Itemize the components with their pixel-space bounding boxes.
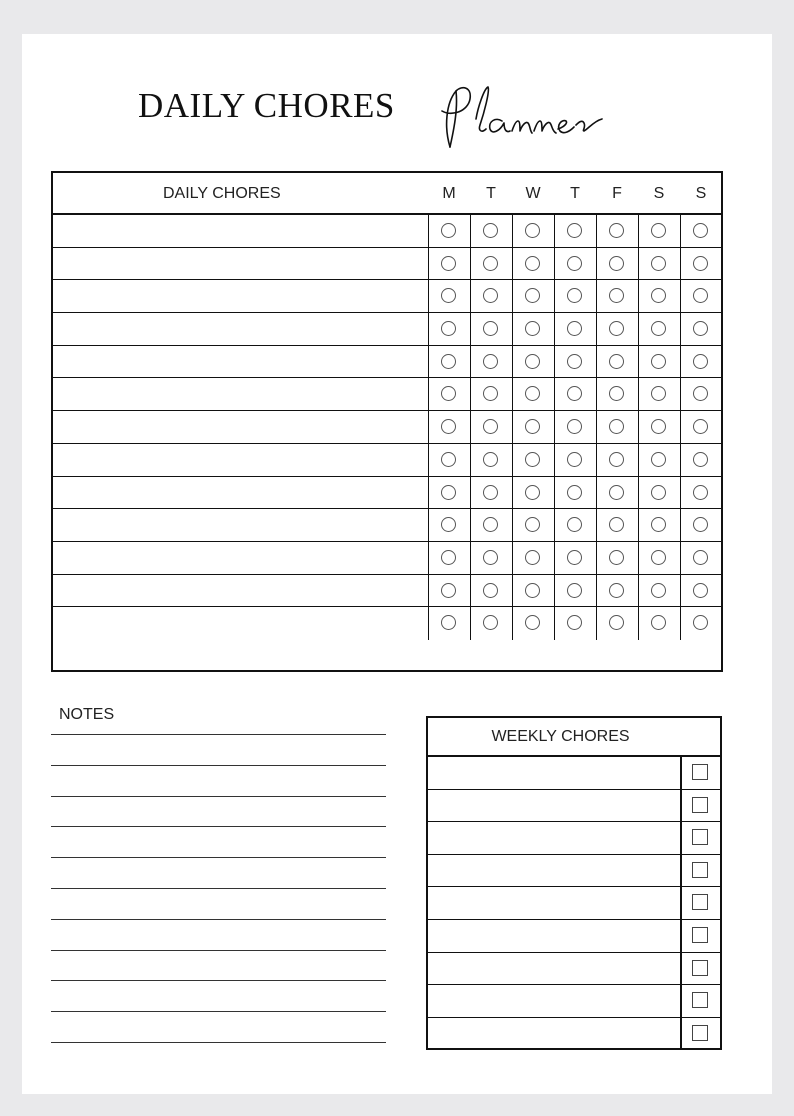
day-cell-sat [638, 575, 680, 607]
day-cell-thu [554, 444, 596, 476]
day-cell-sun [680, 313, 722, 345]
day-cell-tue [470, 444, 512, 476]
notes-line[interactable] [51, 919, 386, 920]
day-cell-sat [638, 509, 680, 541]
day-check-circle[interactable] [483, 321, 498, 336]
day-cell-thu [554, 378, 596, 410]
day-check-circle[interactable] [693, 288, 708, 303]
weekly-chores-table [426, 716, 722, 1050]
day-check-circle[interactable] [693, 517, 708, 532]
day-cell-sat [638, 313, 680, 345]
day-check-circle[interactable] [693, 615, 708, 630]
day-cell-sun [680, 248, 722, 280]
weekly-chore-entry[interactable] [428, 1018, 680, 1051]
daily-chore-entry[interactable] [53, 215, 428, 247]
weekly-chore-entry[interactable] [428, 953, 680, 985]
day-cell-wed [512, 444, 554, 476]
daily-chore-entry[interactable] [53, 542, 428, 574]
day-check-circle[interactable] [525, 288, 540, 303]
planner-script-lettering [426, 79, 616, 159]
daily-chores-rows [53, 215, 721, 640]
day-cell-mon [428, 280, 470, 312]
day-cell-tue [470, 542, 512, 574]
day-check-circle[interactable] [525, 256, 540, 271]
day-cell-thu [554, 411, 596, 443]
notes-title: NOTES [59, 706, 115, 723]
daily-chore-row [53, 411, 721, 444]
day-check-circle[interactable] [525, 386, 540, 401]
day-check-circle[interactable] [441, 288, 456, 303]
day-cell-wed [512, 313, 554, 345]
day-cell-mon [428, 509, 470, 541]
day-check-circle[interactable] [441, 256, 456, 271]
day-header-wed: W [525, 185, 541, 202]
day-cell-fri [596, 215, 638, 247]
day-check-circle[interactable] [567, 583, 582, 598]
weekly-check-cell [680, 855, 720, 887]
day-check-circle[interactable] [651, 256, 666, 271]
day-check-circle[interactable] [567, 615, 582, 630]
day-check-circle[interactable] [483, 615, 498, 630]
daily-chore-entry[interactable] [53, 477, 428, 509]
day-check-circle[interactable] [567, 321, 582, 336]
day-cell-fri [596, 411, 638, 443]
day-cell-wed [512, 215, 554, 247]
weekly-chore-row [428, 790, 720, 823]
weekly-checkbox[interactable] [692, 927, 708, 943]
title-main-text: DAILY CHORES [138, 86, 395, 125]
day-check-circle[interactable] [693, 583, 708, 598]
day-cell-sun [680, 575, 722, 607]
day-check-circle[interactable] [525, 321, 540, 336]
daily-chore-entry[interactable] [53, 575, 428, 607]
daily-chore-entry[interactable] [53, 444, 428, 476]
day-cell-wed [512, 411, 554, 443]
day-check-circle[interactable] [609, 223, 624, 238]
daily-chores-header-label: DAILY CHORES [163, 185, 281, 202]
daily-chore-row [53, 248, 721, 281]
weekly-chore-entry[interactable] [428, 920, 680, 952]
day-check-circle[interactable] [525, 223, 540, 238]
day-check-circle[interactable] [651, 321, 666, 336]
day-check-circle[interactable] [483, 517, 498, 532]
day-check-circle[interactable] [651, 452, 666, 467]
day-check-circle[interactable] [441, 386, 456, 401]
day-cell-tue [470, 346, 512, 378]
day-cell-mon [428, 346, 470, 378]
weekly-check-cell [680, 1018, 720, 1051]
notes-line[interactable] [51, 950, 386, 951]
day-check-circle[interactable] [483, 452, 498, 467]
weekly-chore-entry[interactable] [428, 790, 680, 822]
day-check-circle[interactable] [483, 485, 498, 500]
day-cell-sun [680, 509, 722, 541]
day-check-circle[interactable] [483, 256, 498, 271]
day-cell-sat [638, 444, 680, 476]
day-cell-fri [596, 477, 638, 509]
day-cell-tue [470, 477, 512, 509]
day-check-circle[interactable] [651, 550, 666, 565]
day-check-circle[interactable] [609, 485, 624, 500]
day-header-thu: T [570, 185, 580, 202]
daily-chore-entry[interactable] [53, 280, 428, 312]
day-cell-tue [470, 248, 512, 280]
weekly-chore-entry[interactable] [428, 887, 680, 919]
daily-chore-row [53, 607, 721, 640]
day-check-circle[interactable] [525, 615, 540, 630]
day-check-circle[interactable] [567, 256, 582, 271]
day-cell-mon [428, 607, 470, 640]
day-cell-sat [638, 411, 680, 443]
day-cell-wed [512, 280, 554, 312]
notes-line[interactable] [51, 734, 386, 735]
day-check-circle[interactable] [525, 452, 540, 467]
day-cell-sat [638, 346, 680, 378]
day-check-circle[interactable] [693, 419, 708, 434]
day-cell-thu [554, 607, 596, 640]
day-check-circle[interactable] [567, 354, 582, 369]
weekly-chore-row [428, 887, 720, 920]
day-check-circle[interactable] [693, 452, 708, 467]
daily-chore-entry[interactable] [53, 248, 428, 280]
day-cell-sun [680, 378, 722, 410]
day-check-circle[interactable] [525, 517, 540, 532]
day-cell-sun [680, 215, 722, 247]
weekly-chore-row [428, 1018, 720, 1051]
day-check-circle[interactable] [693, 321, 708, 336]
weekly-checkbox[interactable] [692, 992, 708, 1008]
day-cell-fri [596, 313, 638, 345]
day-check-circle[interactable] [609, 354, 624, 369]
day-check-circle[interactable] [567, 485, 582, 500]
weekly-chores-header [428, 718, 720, 757]
weekly-chore-entry[interactable] [428, 757, 680, 789]
weekly-chore-entry[interactable] [428, 855, 680, 887]
day-cell-fri [596, 542, 638, 574]
day-check-circle[interactable] [693, 485, 708, 500]
daily-chores-header [53, 173, 721, 215]
day-check-circle[interactable] [651, 223, 666, 238]
day-cell-mon [428, 575, 470, 607]
day-cell-sun [680, 444, 722, 476]
day-check-circle[interactable] [483, 288, 498, 303]
day-header-sun: S [695, 185, 707, 202]
day-cell-tue [470, 215, 512, 247]
notes-line[interactable] [51, 857, 386, 858]
day-cell-tue [470, 575, 512, 607]
daily-chore-entry[interactable] [53, 411, 428, 443]
day-check-circle[interactable] [441, 223, 456, 238]
day-cell-sat [638, 280, 680, 312]
weekly-checkbox[interactable] [692, 1025, 708, 1041]
day-check-circle[interactable] [441, 354, 456, 369]
day-cell-thu [554, 313, 596, 345]
weekly-check-cell [680, 822, 720, 854]
day-check-circle[interactable] [609, 288, 624, 303]
day-check-circle[interactable] [609, 256, 624, 271]
weekly-checkbox[interactable] [692, 862, 708, 878]
daily-chore-entry[interactable] [53, 509, 428, 541]
day-cell-mon [428, 313, 470, 345]
day-check-circle[interactable] [651, 517, 666, 532]
day-cell-thu [554, 509, 596, 541]
day-check-circle[interactable] [441, 550, 456, 565]
notes-section [51, 704, 386, 1054]
day-cell-tue [470, 607, 512, 640]
day-check-circle[interactable] [567, 550, 582, 565]
day-cell-sun [680, 477, 722, 509]
day-check-circle[interactable] [651, 419, 666, 434]
day-check-circle[interactable] [609, 550, 624, 565]
day-check-circle[interactable] [567, 288, 582, 303]
day-cell-wed [512, 378, 554, 410]
day-cell-wed [512, 575, 554, 607]
day-header-sat: S [653, 185, 665, 202]
day-cell-sun [680, 411, 722, 443]
daily-chore-row [53, 215, 721, 248]
day-cell-wed [512, 248, 554, 280]
day-cell-wed [512, 477, 554, 509]
day-cell-mon [428, 378, 470, 410]
day-check-circle[interactable] [609, 517, 624, 532]
day-check-circle[interactable] [693, 256, 708, 271]
weekly-chore-row [428, 855, 720, 888]
weekly-chore-entry[interactable] [428, 822, 680, 854]
day-cell-tue [470, 280, 512, 312]
day-check-circle[interactable] [567, 386, 582, 401]
weekly-check-cell [680, 757, 720, 789]
day-check-circle[interactable] [441, 321, 456, 336]
day-cell-fri [596, 444, 638, 476]
day-check-circle[interactable] [693, 223, 708, 238]
daily-chore-row [53, 346, 721, 379]
day-cell-fri [596, 346, 638, 378]
day-header-fri: F [612, 185, 622, 202]
daily-chore-entry[interactable] [53, 313, 428, 345]
day-check-circle[interactable] [609, 583, 624, 598]
day-check-circle[interactable] [483, 223, 498, 238]
day-cell-wed [512, 542, 554, 574]
day-cell-tue [470, 313, 512, 345]
weekly-checkbox[interactable] [692, 960, 708, 976]
day-cell-sat [638, 542, 680, 574]
weekly-checkbox[interactable] [692, 829, 708, 845]
weekly-check-cell [680, 790, 720, 822]
day-check-circle[interactable] [441, 485, 456, 500]
day-check-circle[interactable] [693, 354, 708, 369]
day-check-circle[interactable] [525, 550, 540, 565]
day-cell-sun [680, 607, 722, 640]
daily-chore-row [53, 280, 721, 313]
day-header-tue: T [486, 185, 496, 202]
daily-chore-entry[interactable] [53, 378, 428, 410]
day-cell-mon [428, 411, 470, 443]
notes-line[interactable] [51, 980, 386, 981]
day-check-circle[interactable] [609, 419, 624, 434]
day-cell-fri [596, 575, 638, 607]
weekly-check-cell [680, 887, 720, 919]
daily-chore-row [53, 444, 721, 477]
daily-chore-row [53, 542, 721, 575]
daily-chore-row [53, 378, 721, 411]
day-cell-mon [428, 477, 470, 509]
day-check-circle[interactable] [441, 583, 456, 598]
page-title [22, 34, 772, 174]
day-check-circle[interactable] [651, 354, 666, 369]
weekly-checkbox[interactable] [692, 894, 708, 910]
day-cell-tue [470, 509, 512, 541]
day-cell-thu [554, 280, 596, 312]
day-check-circle[interactable] [567, 452, 582, 467]
day-cell-sat [638, 215, 680, 247]
title-script-text [426, 79, 616, 159]
day-check-circle[interactable] [441, 452, 456, 467]
day-cell-sat [638, 607, 680, 640]
day-check-circle[interactable] [651, 386, 666, 401]
weekly-chore-entry[interactable] [428, 985, 680, 1017]
day-cell-fri [596, 280, 638, 312]
day-cell-fri [596, 378, 638, 410]
day-check-circle[interactable] [693, 550, 708, 565]
weekly-chore-row [428, 953, 720, 986]
day-check-circle[interactable] [609, 615, 624, 630]
weekly-checkbox[interactable] [692, 764, 708, 780]
day-check-circle[interactable] [483, 550, 498, 565]
day-header-mon: M [442, 185, 456, 202]
day-check-circle[interactable] [483, 354, 498, 369]
notes-line[interactable] [51, 888, 386, 889]
day-check-circle[interactable] [483, 419, 498, 434]
daily-chore-row [53, 575, 721, 608]
weekly-chore-row [428, 985, 720, 1018]
day-cell-thu [554, 575, 596, 607]
day-cell-wed [512, 509, 554, 541]
day-check-circle[interactable] [483, 386, 498, 401]
day-check-circle[interactable] [609, 386, 624, 401]
weekly-chore-row [428, 822, 720, 855]
day-cell-sat [638, 248, 680, 280]
day-cell-mon [428, 215, 470, 247]
daily-chore-row [53, 313, 721, 346]
day-check-circle[interactable] [651, 485, 666, 500]
day-check-circle[interactable] [525, 485, 540, 500]
day-cell-sun [680, 542, 722, 574]
day-cell-fri [596, 607, 638, 640]
day-cell-thu [554, 346, 596, 378]
day-check-circle[interactable] [441, 517, 456, 532]
day-check-circle[interactable] [525, 419, 540, 434]
day-cell-mon [428, 248, 470, 280]
weekly-chore-row [428, 920, 720, 953]
day-cell-sun [680, 346, 722, 378]
day-cell-thu [554, 477, 596, 509]
day-check-circle[interactable] [525, 583, 540, 598]
day-check-circle[interactable] [651, 615, 666, 630]
day-check-circle[interactable] [525, 354, 540, 369]
weekly-check-cell [680, 953, 720, 985]
day-check-circle[interactable] [651, 583, 666, 598]
day-check-circle[interactable] [693, 386, 708, 401]
day-cell-tue [470, 411, 512, 443]
notes-line[interactable] [51, 826, 386, 827]
day-check-circle[interactable] [567, 223, 582, 238]
day-check-circle[interactable] [609, 452, 624, 467]
day-cell-wed [512, 607, 554, 640]
day-cell-mon [428, 542, 470, 574]
day-cell-thu [554, 215, 596, 247]
day-cell-fri [596, 248, 638, 280]
day-check-circle[interactable] [441, 419, 456, 434]
notes-line[interactable] [51, 1042, 386, 1043]
day-check-circle[interactable] [567, 517, 582, 532]
notes-line[interactable] [51, 796, 386, 797]
daily-chores-table [51, 171, 723, 672]
day-cell-sun [680, 280, 722, 312]
day-cell-sat [638, 477, 680, 509]
day-cell-thu [554, 542, 596, 574]
weekly-chores-rows [428, 757, 720, 1050]
planner-page [22, 34, 772, 1094]
day-check-circle[interactable] [483, 583, 498, 598]
notes-line[interactable] [51, 765, 386, 766]
day-check-circle[interactable] [441, 615, 456, 630]
day-cell-thu [554, 248, 596, 280]
day-cell-fri [596, 509, 638, 541]
day-cell-wed [512, 346, 554, 378]
daily-chore-row [53, 509, 721, 542]
weekly-check-cell [680, 920, 720, 952]
weekly-checkbox[interactable] [692, 797, 708, 813]
daily-chore-entry[interactable] [53, 346, 428, 378]
day-cell-tue [470, 378, 512, 410]
day-check-circle[interactable] [651, 288, 666, 303]
day-cell-mon [428, 444, 470, 476]
weekly-chore-row [428, 757, 720, 790]
daily-chore-entry[interactable] [53, 607, 428, 640]
notes-line[interactable] [51, 1011, 386, 1012]
weekly-check-cell [680, 985, 720, 1017]
day-check-circle[interactable] [609, 321, 624, 336]
day-check-circle[interactable] [567, 419, 582, 434]
weekly-chores-header-label: WEEKLY CHORES [491, 728, 630, 745]
day-cell-sat [638, 378, 680, 410]
daily-chore-row [53, 477, 721, 510]
